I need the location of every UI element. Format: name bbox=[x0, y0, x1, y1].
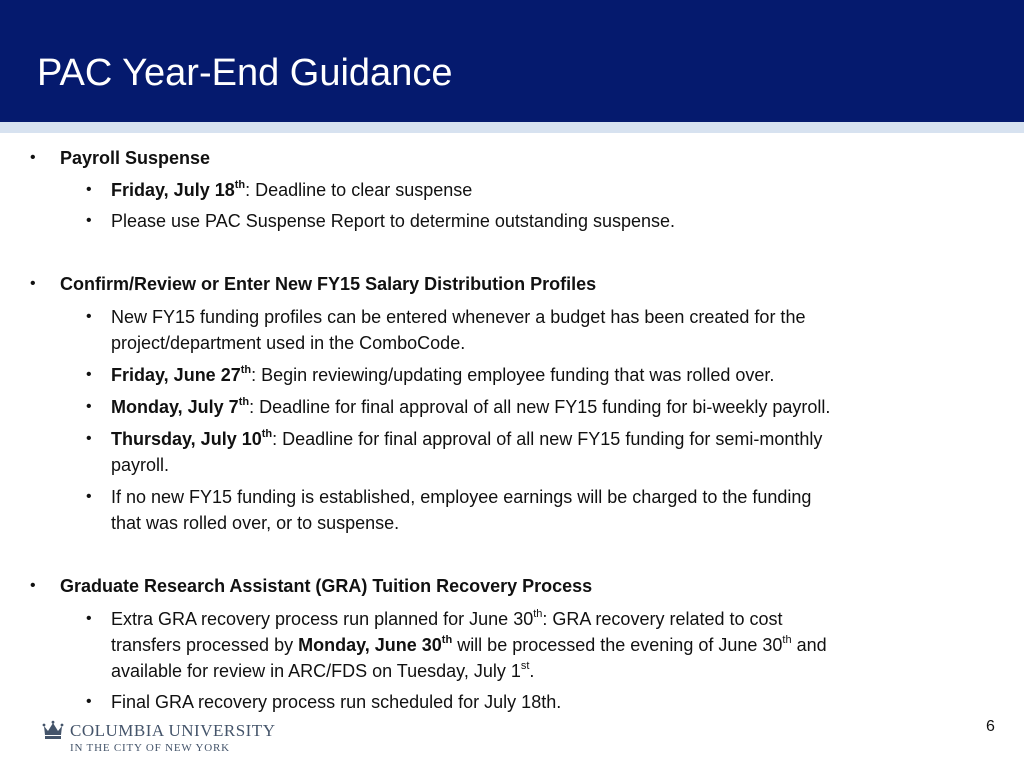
bullet-text: : Deadline to clear suspense bbox=[245, 180, 473, 200]
ordinal-suffix: th bbox=[234, 179, 246, 191]
bullet-item bbox=[111, 179, 472, 201]
ordinal-suffix: th bbox=[533, 608, 543, 620]
ordinal-suffix: th bbox=[238, 396, 250, 408]
ordinal-suffix: th bbox=[240, 364, 252, 376]
bullet-marker: • bbox=[30, 275, 36, 292]
bullet-text: transfers processed by bbox=[111, 635, 299, 655]
bullet-item-line bbox=[111, 634, 827, 656]
bullet-text: : Deadline for final approval of all new FY15 funding for semi-monthly bbox=[272, 429, 823, 449]
bullet-item-line: project/department used in the ComboCode. bbox=[111, 333, 466, 353]
header-divider-strip bbox=[0, 122, 1024, 133]
bullet-item bbox=[111, 396, 830, 418]
bullet-marker: • bbox=[86, 398, 92, 415]
ordinal-suffix: th bbox=[261, 428, 273, 440]
bullet-marker: • bbox=[86, 693, 92, 710]
crown-icon bbox=[42, 720, 64, 742]
bullet-item-line: If no new FY15 funding is established, employee earnings will be charged to the funding bbox=[111, 487, 812, 507]
ordinal-suffix: th bbox=[782, 634, 792, 646]
bullet-marker: • bbox=[86, 366, 92, 383]
section-heading-gra: Graduate Research Assistant (GRA) Tuition Recovery Process bbox=[60, 576, 593, 596]
deadline-date: Thursday, July 10 bbox=[111, 429, 262, 449]
bullet-marker: • bbox=[30, 149, 36, 166]
ordinal-suffix: st bbox=[520, 660, 530, 672]
bullet-item-line: New FY15 funding profiles can be entered whenever a budget has been created for the bbox=[111, 307, 806, 327]
columbia-university-logo bbox=[42, 720, 282, 760]
bullet-item bbox=[111, 428, 822, 450]
bullet-text: . bbox=[529, 661, 535, 681]
bullet-item-line: payroll. bbox=[111, 455, 170, 475]
section-heading-profiles: Confirm/Review or Enter New FY15 Salary Distribution Profiles bbox=[60, 274, 597, 294]
slide-header bbox=[0, 0, 1024, 122]
bullet-text: available for review in ARC/FDS on Tuesday, July 1 bbox=[111, 661, 521, 681]
bullet-marker: • bbox=[86, 610, 92, 627]
bullet-item bbox=[111, 364, 774, 386]
logo-name: COLUMBIA UNIVERSITY bbox=[70, 721, 276, 740]
bullet-text: will be processed the evening of June 30 bbox=[452, 635, 783, 655]
bullet-marker: • bbox=[86, 212, 92, 229]
bullet-marker: • bbox=[86, 430, 92, 447]
bullet-text: : GRA recovery related to cost bbox=[542, 609, 783, 629]
slide-title: PAC Year-End Guidance bbox=[37, 52, 453, 94]
bullet-item-line bbox=[111, 660, 534, 682]
deadline-date: Monday, July 7 bbox=[111, 397, 239, 417]
section-heading-payroll: Payroll Suspense bbox=[60, 148, 211, 168]
page-number: 6 bbox=[986, 718, 995, 735]
deadline-date: Monday, June 30 bbox=[298, 635, 442, 655]
bullet-marker: • bbox=[86, 181, 92, 198]
bullet-text: Extra GRA recovery process run planned for June 30 bbox=[111, 609, 534, 629]
bullet-text: : Begin reviewing/updating employee funding that was rolled over. bbox=[251, 365, 775, 385]
logo-subtitle: IN THE CITY OF NEW YORK bbox=[70, 742, 230, 754]
bullet-marker: • bbox=[30, 577, 36, 594]
deadline-date: Friday, June 27 bbox=[111, 365, 241, 385]
ordinal-suffix: th bbox=[441, 634, 453, 646]
bullet-text: : Deadline for final approval of all new FY15 funding for bi-weekly payroll. bbox=[249, 397, 831, 417]
bullet-marker: • bbox=[86, 488, 92, 505]
bullet-item-line bbox=[111, 608, 783, 630]
deadline-date: Friday, July 18 bbox=[111, 180, 235, 200]
bullet-text: and bbox=[791, 635, 827, 655]
bullet-item: Final GRA recovery process run scheduled for July 18th. bbox=[111, 692, 562, 712]
bullet-marker: • bbox=[86, 308, 92, 325]
bullet-item: Please use PAC Suspense Report to determine outstanding suspense. bbox=[111, 211, 676, 231]
bullet-item-line: that was rolled over, or to suspense. bbox=[111, 513, 400, 533]
